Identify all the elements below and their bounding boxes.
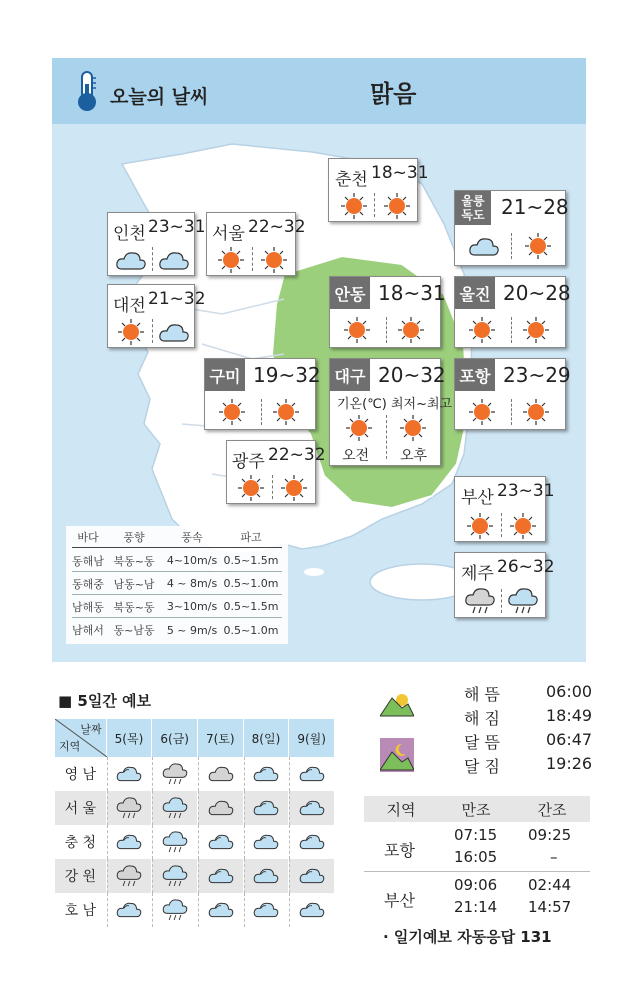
- weather-header: [52, 58, 586, 124]
- city-name: 포항: [455, 359, 495, 391]
- forecast-cell: [289, 791, 335, 825]
- sunny-icon: [463, 511, 497, 541]
- temp-legend: 기온(℃) 최저~최고: [337, 397, 453, 412]
- high-tide-time: 09:06: [454, 876, 498, 894]
- day-header: 5(목): [107, 719, 153, 757]
- sunny-icon: [257, 245, 291, 275]
- temp-range: 26~32: [497, 557, 555, 577]
- today-condition: 맑음: [370, 80, 417, 108]
- corner-diagonal: [55, 719, 107, 757]
- forecast-cell: [198, 791, 244, 825]
- day-header: 6(금): [152, 719, 198, 757]
- partly-cloudy-icon: [297, 829, 327, 855]
- sea-table-row: [72, 550, 282, 572]
- sunny-icon: [342, 413, 376, 443]
- forecast-cell: [244, 757, 290, 791]
- city-name: 부산: [461, 488, 494, 508]
- tide-header-cell: 간조: [537, 800, 567, 819]
- corner-cell: [55, 719, 107, 757]
- forecast-row: [55, 791, 335, 825]
- forecast-cell: [198, 893, 244, 927]
- city-name: 제주: [461, 564, 494, 584]
- city-name: 광주: [232, 452, 265, 472]
- forecast-cell: [107, 757, 153, 791]
- tide-header-cell: 지역: [386, 800, 416, 819]
- city-name: 대구: [330, 359, 370, 391]
- city-name: 구미: [205, 359, 245, 391]
- rain-partly-icon: [160, 829, 190, 855]
- square-bullet-icon: ■: [58, 692, 78, 710]
- partly-cloudy-icon: [251, 761, 281, 787]
- sea-cell: 0.5~1.5m: [223, 600, 279, 613]
- cloudy-icon: [114, 245, 148, 275]
- temp-range: 20~32: [378, 363, 446, 387]
- tide-header-cell: 만조: [461, 800, 491, 819]
- forecast-region: 호 남: [55, 893, 107, 927]
- rain-cloud-icon: [160, 761, 190, 787]
- sunny-icon: [519, 315, 553, 345]
- rain-cloud-icon: [506, 585, 540, 615]
- auto-response-note: · 일기예보 자동응답 131: [383, 928, 552, 946]
- partly-cloudy-icon: [297, 897, 327, 923]
- forecast-cell: [152, 757, 198, 791]
- city-box-jeju: [454, 552, 555, 618]
- moonrise-time: 06:47: [546, 730, 593, 749]
- partly-cloudy-icon: [114, 761, 144, 787]
- partly-cloudy-icon: [206, 863, 236, 889]
- city-name: 인천: [113, 224, 146, 244]
- forecast-cell: [107, 791, 153, 825]
- forecast-cell: [152, 859, 198, 893]
- partly-cloudy-icon: [114, 829, 144, 855]
- city-name: 울진: [455, 277, 495, 309]
- city-name-line2: 독도: [461, 208, 485, 222]
- sea-cell: 남해서: [72, 624, 104, 637]
- sea-table-row: [72, 619, 282, 641]
- partly-cloudy-icon: [251, 829, 281, 855]
- forecast-cell: [289, 859, 335, 893]
- sunny-icon: [215, 397, 249, 427]
- corner-date-label: 날짜: [80, 723, 102, 736]
- sea-table-row: [72, 573, 282, 595]
- rain-cloud-icon: [114, 863, 144, 889]
- header-title: 오늘의 날씨: [110, 86, 209, 108]
- sunset-label: 해 짐: [464, 709, 500, 728]
- low-tide-time: 09:25: [528, 826, 572, 844]
- sunny-icon: [465, 397, 499, 427]
- forecast-cell: [152, 791, 198, 825]
- forecast-cell: [244, 791, 290, 825]
- rain-partly-icon: [160, 897, 190, 923]
- am-label: 오전: [342, 448, 370, 464]
- forecast-region: 강 원: [55, 859, 107, 893]
- cloudy-icon: [157, 245, 191, 275]
- forecast-row: [55, 825, 335, 859]
- sunny-icon: [234, 473, 268, 503]
- high-tide-time: 07:15: [454, 826, 498, 844]
- temp-range: 19~32: [253, 363, 321, 387]
- sea-table-row: [72, 596, 282, 618]
- city-box-gwangju: [226, 440, 326, 504]
- sea-table-header: [72, 526, 282, 548]
- forecast-cell: [289, 825, 335, 859]
- forecast-region: 충 청: [55, 825, 107, 859]
- city-box-uljin: [454, 276, 571, 348]
- moonset-time: 19:26: [546, 754, 593, 773]
- partly-cloudy-icon: [206, 897, 236, 923]
- sea-cell: 남해동: [72, 600, 104, 614]
- rain-cloud-icon: [114, 795, 144, 821]
- sunset-time: 18:49: [546, 706, 593, 725]
- forecast-title-text: 5일간 예보: [77, 692, 152, 710]
- tide-row: [364, 874, 590, 922]
- city-box-chuncheon: [328, 158, 429, 222]
- tide-header-row: [364, 796, 590, 822]
- sea-header-cell: 풍속: [181, 530, 203, 544]
- sunny-icon: [396, 413, 430, 443]
- temp-range: 23~31: [497, 481, 555, 501]
- corner-region-label: 지역: [59, 740, 81, 753]
- sunny-icon: [214, 245, 248, 275]
- forecast-row: [55, 859, 335, 893]
- rain-partly-icon: [160, 863, 190, 889]
- temp-range: 22~32: [248, 217, 306, 237]
- tide-row: [364, 824, 590, 872]
- city-box-andong: [329, 276, 446, 348]
- city-box-incheon: [107, 212, 206, 276]
- temp-range: 23~29: [503, 363, 571, 387]
- temp-range: 18~31: [371, 163, 429, 183]
- sunny-icon: [380, 191, 414, 221]
- temp-range: 20~28: [503, 281, 571, 305]
- city-name: 서울: [212, 224, 245, 244]
- forecast-cell: [244, 825, 290, 859]
- sunny-icon: [506, 511, 540, 541]
- partly-cloudy-icon: [297, 761, 327, 787]
- rain-partly-icon: [160, 795, 190, 821]
- forecast-cell: [289, 893, 335, 927]
- sea-cell: 4~10m/s: [166, 554, 218, 567]
- forecast-cell: [198, 825, 244, 859]
- sunrise-label: 해 뜸: [464, 685, 500, 704]
- high-tide-time: 16:05: [454, 848, 498, 866]
- cloudy-icon: [467, 231, 501, 261]
- sunny-icon: [519, 397, 553, 427]
- sea-cell: 동해남: [72, 554, 104, 568]
- city-name: 안동: [330, 277, 370, 309]
- city-name-line1: 울릉: [461, 194, 485, 208]
- day-header: 7(토): [198, 719, 244, 757]
- city-box-daegu: [329, 358, 453, 466]
- forecast-cell: [107, 859, 153, 893]
- forecast-cell: [244, 893, 290, 927]
- sea-cell: 북동~동: [113, 600, 155, 614]
- thermometer-icon: [74, 70, 100, 112]
- forecast-header-row: [55, 719, 335, 757]
- sea-header-cell: 파고: [240, 530, 262, 544]
- day-header: 8(일): [244, 719, 290, 757]
- sea-header-cell: 풍향: [123, 530, 145, 544]
- rain-cloud-icon: [463, 585, 497, 615]
- forecast-cell: [107, 825, 153, 859]
- sunny-icon: [277, 473, 311, 503]
- cloud-icon: [206, 795, 236, 821]
- sea-header-cell: 바다: [77, 530, 99, 544]
- cloud-icon: [206, 761, 236, 787]
- low-tide-time: 02:44: [528, 876, 572, 894]
- sunny-icon: [269, 397, 303, 427]
- tide-region: 부산: [384, 891, 415, 910]
- partly-cloudy-icon: [114, 897, 144, 923]
- forecast-cell: [244, 859, 290, 893]
- sunrise-time: 06:00: [546, 682, 593, 701]
- sunny-icon: [114, 317, 148, 347]
- sea-cell: 0.5~1.0m: [223, 577, 279, 590]
- city-box-gumi: [204, 358, 321, 430]
- sunny-icon: [465, 315, 499, 345]
- forecast-cell: [198, 859, 244, 893]
- city-name: 대전: [113, 296, 146, 316]
- sea-cell: 남동~남: [113, 577, 155, 591]
- partly-cloudy-icon: [206, 829, 236, 855]
- sunny-icon: [340, 315, 374, 345]
- sea-conditions-table: [66, 526, 288, 644]
- forecast-cell: [107, 893, 153, 927]
- sea-cell: 4 ~ 8m/s: [166, 577, 218, 590]
- city-box-busan: [454, 476, 555, 542]
- forecast-cell: [198, 757, 244, 791]
- sea-cell: 0.5~1.5m: [223, 554, 279, 567]
- partly-cloudy-icon: [251, 897, 281, 923]
- cloudy-icon: [157, 317, 191, 347]
- city-box-ulleung: [454, 190, 569, 266]
- forecast-row: [55, 893, 335, 927]
- low-tide-time: –: [550, 848, 558, 866]
- forecast-region: 서 울: [55, 791, 107, 825]
- forecast-cell: [152, 825, 198, 859]
- tide-region: 포항: [384, 841, 415, 860]
- forecast-cell: [152, 893, 198, 927]
- partly-cloudy-icon: [251, 863, 281, 889]
- temp-range: 21~28: [501, 195, 569, 219]
- day-header: 9(월): [289, 719, 335, 757]
- sea-cell: 동~남동: [113, 624, 155, 637]
- partly-cloudy-icon: [297, 863, 327, 889]
- sunny-icon: [521, 231, 555, 261]
- sea-cell: 5 ~ 9m/s: [166, 623, 218, 637]
- city-name: 춘천: [335, 170, 368, 190]
- moonset-label: 달 짐: [464, 757, 500, 776]
- city-box-pohang: [454, 358, 571, 430]
- partly-cloudy-icon: [251, 795, 281, 821]
- city-tag: [455, 191, 491, 225]
- forecast-title: [58, 690, 151, 711]
- sea-cell: 동해중: [72, 577, 104, 591]
- sea-cell: 북동~동: [113, 554, 155, 568]
- forecast-region: 영 남: [55, 757, 107, 791]
- low-tide-time: 14:57: [528, 898, 572, 916]
- temp-range: 21~32: [148, 289, 206, 309]
- sunny-icon: [337, 191, 371, 221]
- city-box-seoul: [206, 212, 306, 276]
- bottom-section: [0, 662, 640, 987]
- temp-range: 23~31: [148, 217, 206, 237]
- sunny-icon: [394, 315, 428, 345]
- sea-cell: 0.5~1.0m: [223, 623, 279, 637]
- high-tide-time: 21:14: [454, 898, 498, 916]
- forecast-cell: [289, 757, 335, 791]
- partly-cloudy-icon: [297, 795, 327, 821]
- temp-range: 22~32: [268, 445, 326, 465]
- forecast-row: [55, 757, 335, 791]
- temp-range: 18~31: [378, 281, 446, 305]
- city-box-daejeon: [107, 284, 206, 348]
- sea-cell: 3~10m/s: [166, 600, 218, 613]
- moonrise-label: 달 뜸: [464, 733, 500, 752]
- pm-label: 오후: [400, 448, 428, 464]
